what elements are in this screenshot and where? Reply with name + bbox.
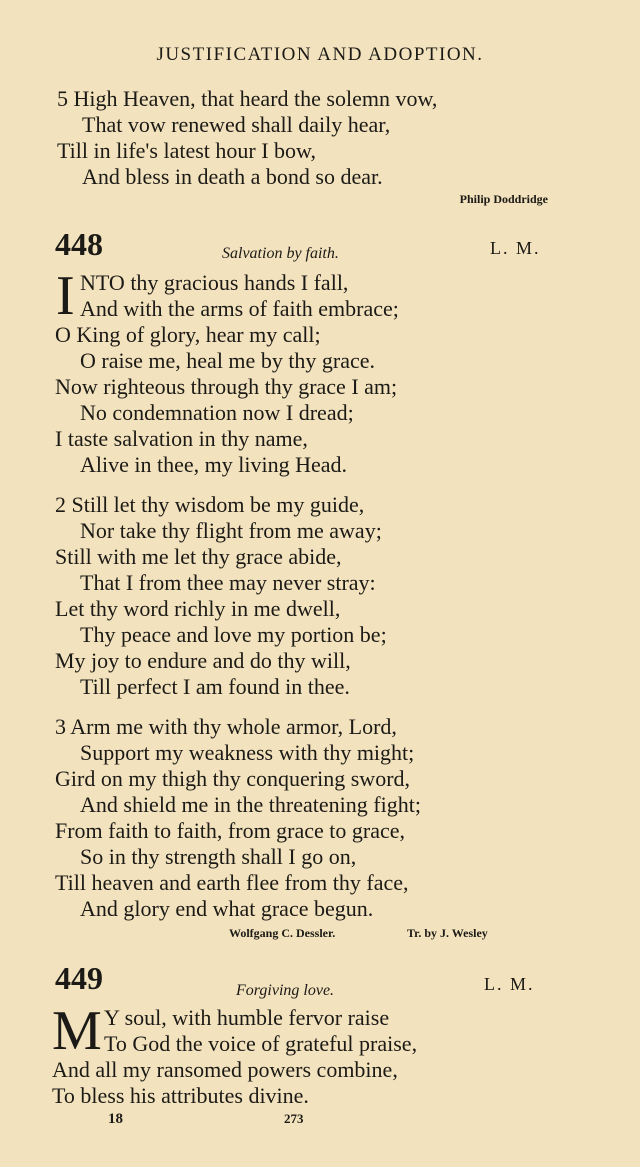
- author-credit: Philip Doddridge: [459, 192, 548, 206]
- page-number: 273: [284, 1111, 304, 1126]
- verse-line: Thy peace and love my portion be;: [80, 622, 387, 647]
- hymn-topic: Forgiving love.: [236, 982, 335, 999]
- page-header: JUSTIFICATION AND ADOPTION.: [156, 44, 484, 65]
- verse-line: Now righteous through thy grace I am;: [55, 374, 398, 399]
- hymn-topic: Salvation by faith.: [222, 245, 339, 262]
- verse-line: I taste salvation in thy name,: [55, 426, 308, 451]
- verse-line: From faith to faith, from grace to grace,: [55, 818, 406, 843]
- verse-line: So in thy strength shall I go on,: [80, 844, 357, 869]
- translator-credit: Tr. by J. Wesley: [407, 926, 488, 940]
- hymn-number: 448: [55, 226, 103, 262]
- verse-line: Alive in thee, my living Head.: [80, 452, 347, 477]
- verse-line: O King of glory, hear my call;: [55, 322, 321, 347]
- verse-line: Y soul, with humble fervor raise: [104, 1005, 390, 1030]
- hymn-number: 449: [55, 960, 103, 996]
- verse-line: And shield me in the threatening fight;: [80, 792, 421, 817]
- verse-line: To bless his attributes divine.: [52, 1083, 309, 1108]
- signature-mark: 18: [108, 1111, 123, 1127]
- verse-line: Support my weakness with thy might;: [80, 740, 415, 765]
- verse-line: And bless in death a bond so dear.: [82, 164, 383, 189]
- verse-line: Gird on my thigh thy conquering sword,: [55, 766, 411, 791]
- verse-line: O raise me, heal me by thy grace.: [80, 348, 376, 373]
- drop-cap: I: [56, 265, 75, 327]
- verse-line: NTO thy gracious hands I fall,: [80, 270, 349, 295]
- verse-line: Still with me let thy grace abide,: [55, 544, 342, 569]
- verse-line: That I from thee may never stray:: [80, 570, 376, 595]
- verse-line: To God the voice of grateful praise,: [104, 1031, 418, 1056]
- verse-line: 5 High Heaven, that heard the solemn vow,: [57, 86, 438, 111]
- verse-line: 2 Still let thy wisdom be my guide,: [55, 492, 365, 517]
- author-credit: Wolfgang C. Dessler.: [229, 926, 336, 940]
- verse-line: No condemnation now I dread;: [80, 400, 354, 425]
- verse-line: Till in life's latest hour I bow,: [57, 138, 316, 163]
- verse-line: My joy to endure and do thy will,: [55, 648, 351, 673]
- verse-line: Let thy word richly in me dwell,: [55, 596, 341, 621]
- verse-line: Till perfect I am found in thee.: [80, 674, 350, 699]
- verse-line: 3 Arm me with thy whole armor, Lord,: [55, 714, 397, 739]
- verse-line: And glory end what grace begun.: [80, 896, 374, 921]
- hymn-meter: L. M.: [490, 238, 541, 258]
- verse-line: Nor take thy flight from me away;: [80, 518, 382, 543]
- hymn-meter: L. M.: [484, 974, 535, 994]
- drop-cap: M: [52, 1000, 102, 1062]
- verse-line: That vow renewed shall daily hear,: [82, 112, 391, 137]
- verse-line: And all my ransomed powers combine,: [52, 1057, 398, 1082]
- verse-line: And with the arms of faith embrace;: [80, 296, 399, 321]
- verse-line: Till heaven and earth flee from thy face,: [55, 870, 409, 895]
